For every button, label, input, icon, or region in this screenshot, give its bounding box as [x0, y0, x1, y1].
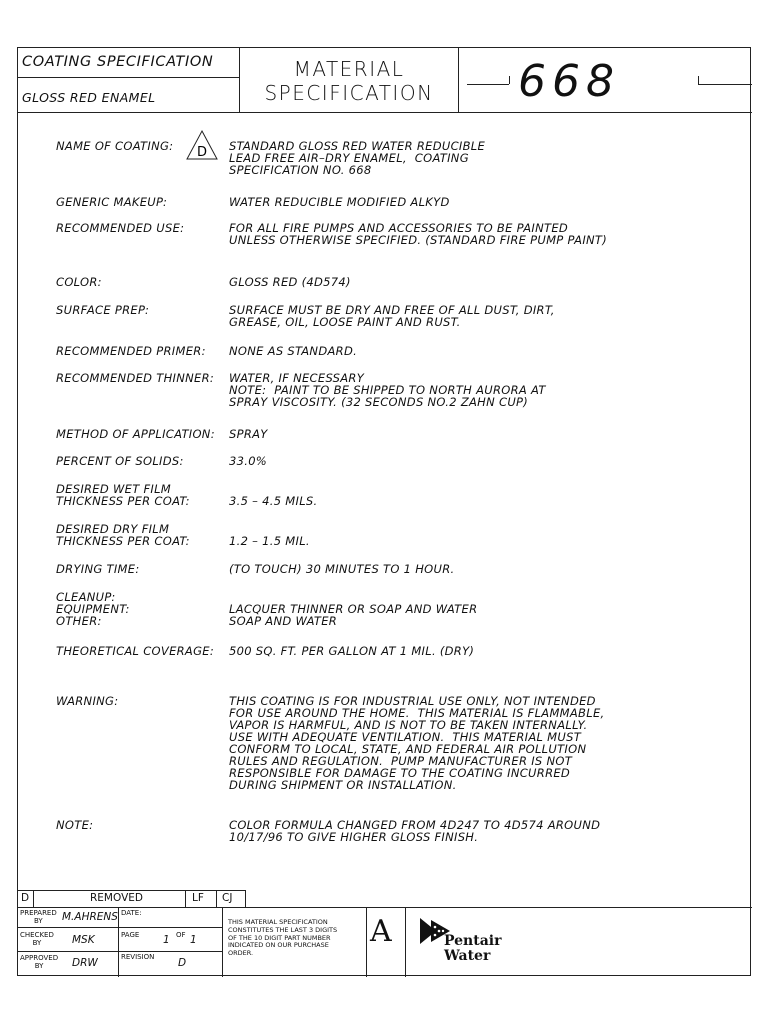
row-label-name-of-coating: NAME OF COATING: — [56, 139, 174, 153]
spec-number-dash-right — [698, 84, 752, 85]
title-line-2: SPECIFICATION — [264, 81, 434, 105]
revision-row-divider — [216, 890, 217, 907]
row-label-method-of-application: METHOD OF APPLICATION: — [56, 427, 215, 441]
title-block-row-line — [18, 951, 222, 952]
brand-name: Pentair Water — [444, 933, 502, 964]
of-label: OF — [176, 931, 186, 939]
row-value-name-of-coating: STANDARD GLOSS RED WATER REDUCIBLE LEAD FREE AIR–DRY ENAMEL, COATING SPECIFICATION NO. 668 — [229, 139, 486, 177]
spec-number-dash-left — [467, 84, 509, 85]
row-value-recommended-primer: NONE AS STANDARD. — [229, 344, 358, 358]
title-line-1: MATERIAL — [293, 57, 405, 81]
revision-row-by: LF — [192, 892, 204, 904]
row-value-generic-makeup: WATER REDUCIBLE MODIFIED ALKYD — [229, 195, 450, 209]
specification-sheet — [17, 47, 751, 976]
revision-row-top-line — [18, 890, 245, 891]
revision-marker: D — [197, 145, 208, 160]
row-label-recommended-primer: RECOMMENDED PRIMER: — [56, 344, 206, 358]
spec-number-tick-right — [698, 76, 699, 84]
revision-row-rev: D — [21, 892, 30, 904]
category-cell — [18, 48, 240, 78]
title-block-divider — [405, 907, 406, 977]
checked-label: CHECKED BY — [20, 931, 54, 947]
approved-label: APPROVED BY — [20, 954, 59, 970]
size-letter: A — [370, 914, 392, 949]
row-label-recommended-thinner: RECOMMENDED THINNER: — [56, 371, 215, 385]
row-value-recommended-use: FOR ALL FIRE PUMPS AND ACCESSORIES TO BE PAINTED UNLESS OTHERWISE SPECIFIED. (STANDARD FIRE PUMP PAINT) — [229, 221, 608, 247]
row-value-theoretical-coverage: 500 SQ. FT. PER GALLON AT 1 MIL. (DRY) — [229, 644, 475, 658]
revision-label: REVISION — [121, 953, 155, 961]
coating-name-cell — [18, 78, 240, 112]
title-cell — [240, 48, 459, 112]
row-label-dry-film: DESIRED DRY FILM THICKNESS PER COAT: — [56, 522, 190, 548]
title-block-top-line — [18, 907, 752, 908]
row-label-note: NOTE: — [56, 818, 94, 832]
title-block-divider — [118, 907, 119, 977]
revision-row-description: REMOVED — [90, 892, 143, 904]
row-value-dry-film: 1.2 – 1.5 MIL. — [229, 534, 310, 548]
title-block-row-line — [18, 927, 222, 928]
revision-value: D — [178, 957, 187, 969]
row-label-surface-prep: SURFACE PREP: — [56, 303, 150, 317]
row-label-color: COLOR: — [56, 275, 102, 289]
header-divider — [18, 112, 752, 113]
coating-name: GLOSS RED ENAMEL — [22, 90, 156, 105]
revision-row-checked: CJ — [222, 892, 233, 904]
row-label-drying-time: DRYING TIME: — [56, 562, 140, 576]
row-value-note: COLOR FORMULA CHANGED FROM 4D247 TO 4D574 AROUND 10/17/96 TO GIVE HIGHER GLOSS FINISH. — [229, 818, 601, 844]
row-value-method-of-application: SPRAY — [229, 427, 268, 441]
row-value-recommended-thinner: WATER, IF NECESSARY NOTE: PAINT TO BE SHIPPED TO NORTH AURORA AT SPRAY VISCOSITY. (32 SECONDS NO.2 ZAHN CUP) — [229, 371, 546, 409]
part-number-note: THIS MATERIAL SPECIFICATION CONSTITUTES THE LAST 3 DIGITS OF THE 10 DIGIT PART NUMBER INDICATED ON OUR PURCHASE ORDER. — [228, 918, 338, 958]
checked-value: MSK — [72, 934, 95, 946]
row-label-percent-of-solids: PERCENT OF SOLIDS: — [56, 454, 184, 468]
prepared-value: M.AHRENS — [62, 911, 118, 923]
approved-value: DRW — [72, 957, 98, 969]
title-block-divider — [366, 907, 367, 977]
revision-row-divider — [245, 890, 246, 907]
row-value-color: GLOSS RED (4D574) — [229, 275, 351, 289]
revision-row-divider — [185, 890, 186, 907]
row-value-percent-of-solids: 33.0% — [229, 454, 268, 468]
row-label-cleanup: CLEANUP: EQUIPMENT: OTHER: — [56, 590, 130, 628]
spec-number-cell — [459, 48, 752, 112]
row-label-theoretical-coverage: THEORETICAL COVERAGE: — [56, 644, 215, 658]
category-label: COATING SPECIFICATION — [22, 54, 214, 70]
row-value-surface-prep: SURFACE MUST BE DRY AND FREE OF ALL DUST, DIRT, GREASE, OIL, LOOSE PAINT AND RUST. — [229, 303, 555, 329]
of-value: 1 — [190, 934, 197, 946]
row-label-warning: WARNING: — [56, 694, 119, 708]
row-value-wet-film: 3.5 – 4.5 MILS. — [229, 494, 318, 508]
row-label-generic-makeup: GENERIC MAKEUP: — [56, 195, 168, 209]
row-label-wet-film: DESIRED WET FILM THICKNESS PER COAT: — [56, 482, 190, 508]
title-block-divider — [222, 907, 223, 977]
page-value: 1 — [163, 934, 170, 946]
spec-number-tick-left — [509, 76, 510, 84]
date-label: DATE: — [121, 909, 142, 917]
revision-triangle-icon — [185, 129, 219, 161]
row-value-cleanup: LACQUER THINNER OR SOAP AND WATER SOAP AND WATER — [229, 602, 478, 628]
row-label-recommended-use: RECOMMENDED USE: — [56, 221, 185, 235]
prepared-label: PREPARED BY — [20, 909, 57, 925]
row-value-warning: THIS COATING IS FOR INDUSTRIAL USE ONLY, NOT INTENDED FOR USE AROUND THE HOME. THIS MATERIAL IS FLAMMABLE, VAPOR IS HARMFUL, AND IS NOT TO BE TAKEN INTERNALLY. USE WITH ADEQUATE VENTILATION. THIS MATERIAL MUST CONFORM TO LOCAL, STATE, AND FEDERAL AIR POLLUTION RULES AND REGULATION. PUMP MANUFACTURER IS NOT RESPONSIBLE FOR DAMAGE TO THE COATING INCURRED DURING SHIPMENT OR INSTALLATION. — [229, 694, 605, 792]
page-label: PAGE — [121, 931, 140, 939]
revision-row-divider — [33, 890, 34, 907]
row-value-drying-time: (TO TOUCH) 30 MINUTES TO 1 HOUR. — [229, 562, 455, 576]
spec-number: 668 — [518, 56, 620, 107]
